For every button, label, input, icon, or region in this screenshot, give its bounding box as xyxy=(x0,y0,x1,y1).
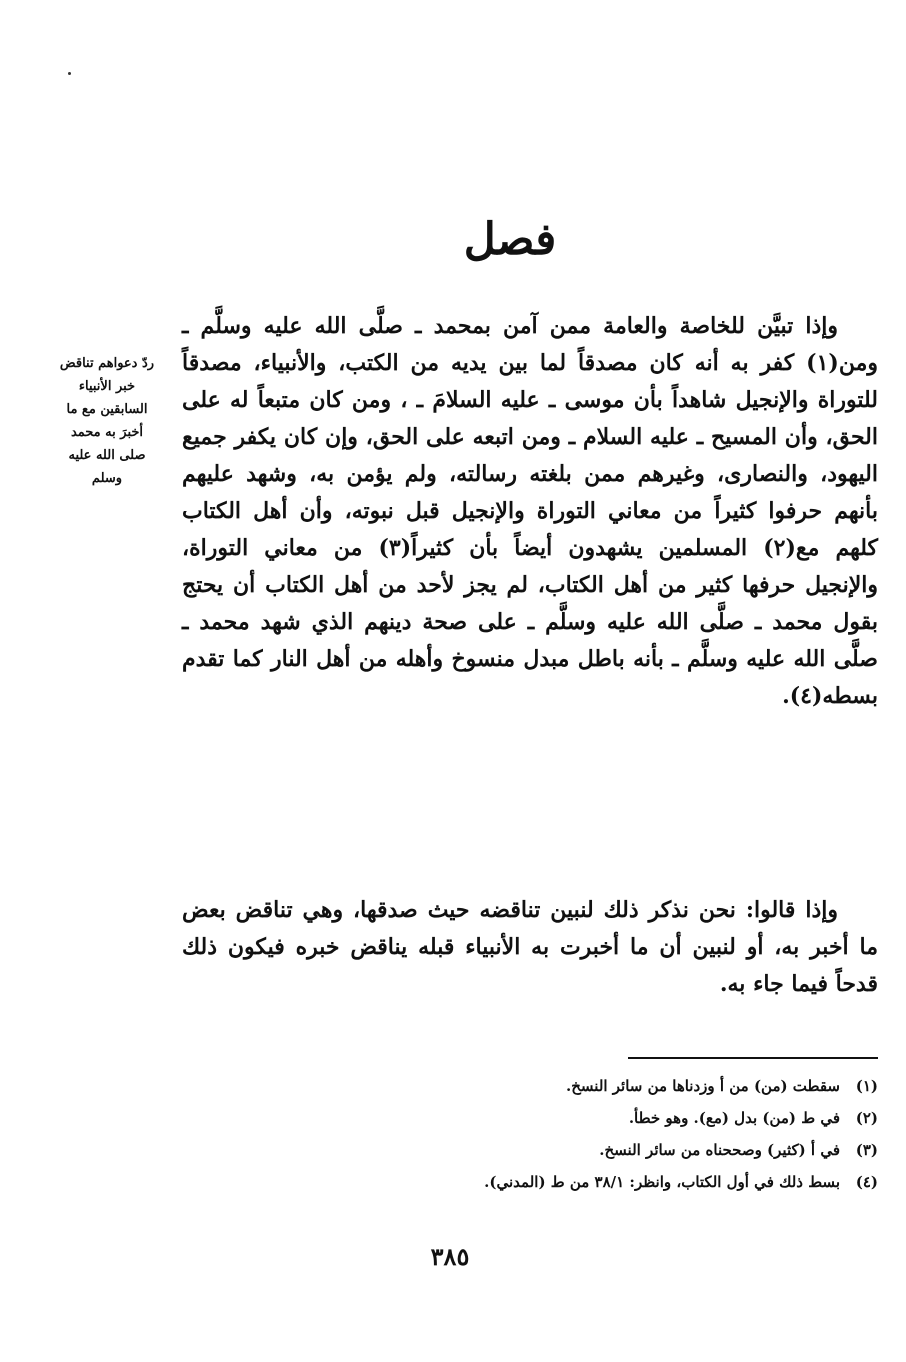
footnote-number: (٢) xyxy=(855,1109,878,1127)
footnote-divider xyxy=(628,1057,878,1059)
footnote-4 xyxy=(320,1166,878,1198)
footnote-2 xyxy=(320,1102,878,1134)
margin-note: ردّ دعواهم تناقض خبر الأنبياء السابقين مع ما أخبرَ به محمد صلى الله عليه وسلم xyxy=(59,356,155,486)
footnotes xyxy=(320,1070,878,1198)
footnote-3 xyxy=(320,1134,878,1166)
footnote-text: في أ (كثير) وصححناه من سائر النسخ. xyxy=(599,1141,840,1159)
paragraph-2-text: وإذا قالوا: نحن نذكر ذلك لنبين تناقضه حيث صدقها، وهي تناقض بعض ما أخبر به، أو لنبين أن ما أخبرت به الأنبياء قبله يناقض خبره فيكون ذلك قدحاً فيما جاء به. xyxy=(182,897,878,997)
paragraph-2 xyxy=(182,892,878,1003)
footnote-text: سقطت (من) من أ وزدناها من سائر النسخ. xyxy=(566,1077,840,1095)
footnote-number: (٤) xyxy=(855,1173,878,1191)
paragraph-1-text: وإذا تبيَّن للخاصة والعامة ممن آمن بمحمد ـ صلَّى الله عليه وسلَّم ـ ومن(١) كفر به أنه كان مصدقاً لما بين يديه من الكتب، والأنبياء، مصدقاً للتوراة والإنجيل شاهداً بأن موسى ـ عليه السلامَ ـ ، ومن كان متبعاً له على الحق، وأن المسيح ـ عليه السلام ـ ومن اتبعه على الحق، وإن كان يكفر جميع اليهود، والنصارى، وغيرهم ممن بلغته رسالته، ولم يؤمن به، وشهد عليهم بأنهم حرفوا كثيراً من معاني التوراة والإنجيل قبل نبوته، وأن أهل الكتاب كلهم مع(٢) المسلمين يشهدون أيضاً بأن كثيراً(٣) من معاني التوراة، والإنجيل حرفها كثير من أهل الكتاب، لم يجز لأحد من أهل الكتاب أن يحتج بقول محمد ـ صلَّى الله عليه وسلَّم ـ على صحة دينهم الذي شهد محمد ـ صلَّى الله عليه وسلَّم ـ بأنه باطل مبدل منسوخ وأهله من أهل النار كما تقدم بسطه(٤). xyxy=(182,313,878,709)
section-title: فصل xyxy=(463,214,557,265)
footnote-1 xyxy=(320,1070,878,1102)
footnote-text: في ط (من) بدل (مع). وهو خطأ. xyxy=(628,1109,840,1127)
paragraph-1 xyxy=(182,308,878,715)
footnote-number: (١) xyxy=(855,1077,878,1095)
page-number: ٣٨٥ xyxy=(430,1242,470,1271)
footnote-number: (٣) xyxy=(855,1141,878,1159)
scan-speck xyxy=(68,72,71,75)
footnote-text: بسط ذلك في أول الكتاب، وانظر: ٣٨/١ من ط (المدني). xyxy=(484,1173,840,1191)
